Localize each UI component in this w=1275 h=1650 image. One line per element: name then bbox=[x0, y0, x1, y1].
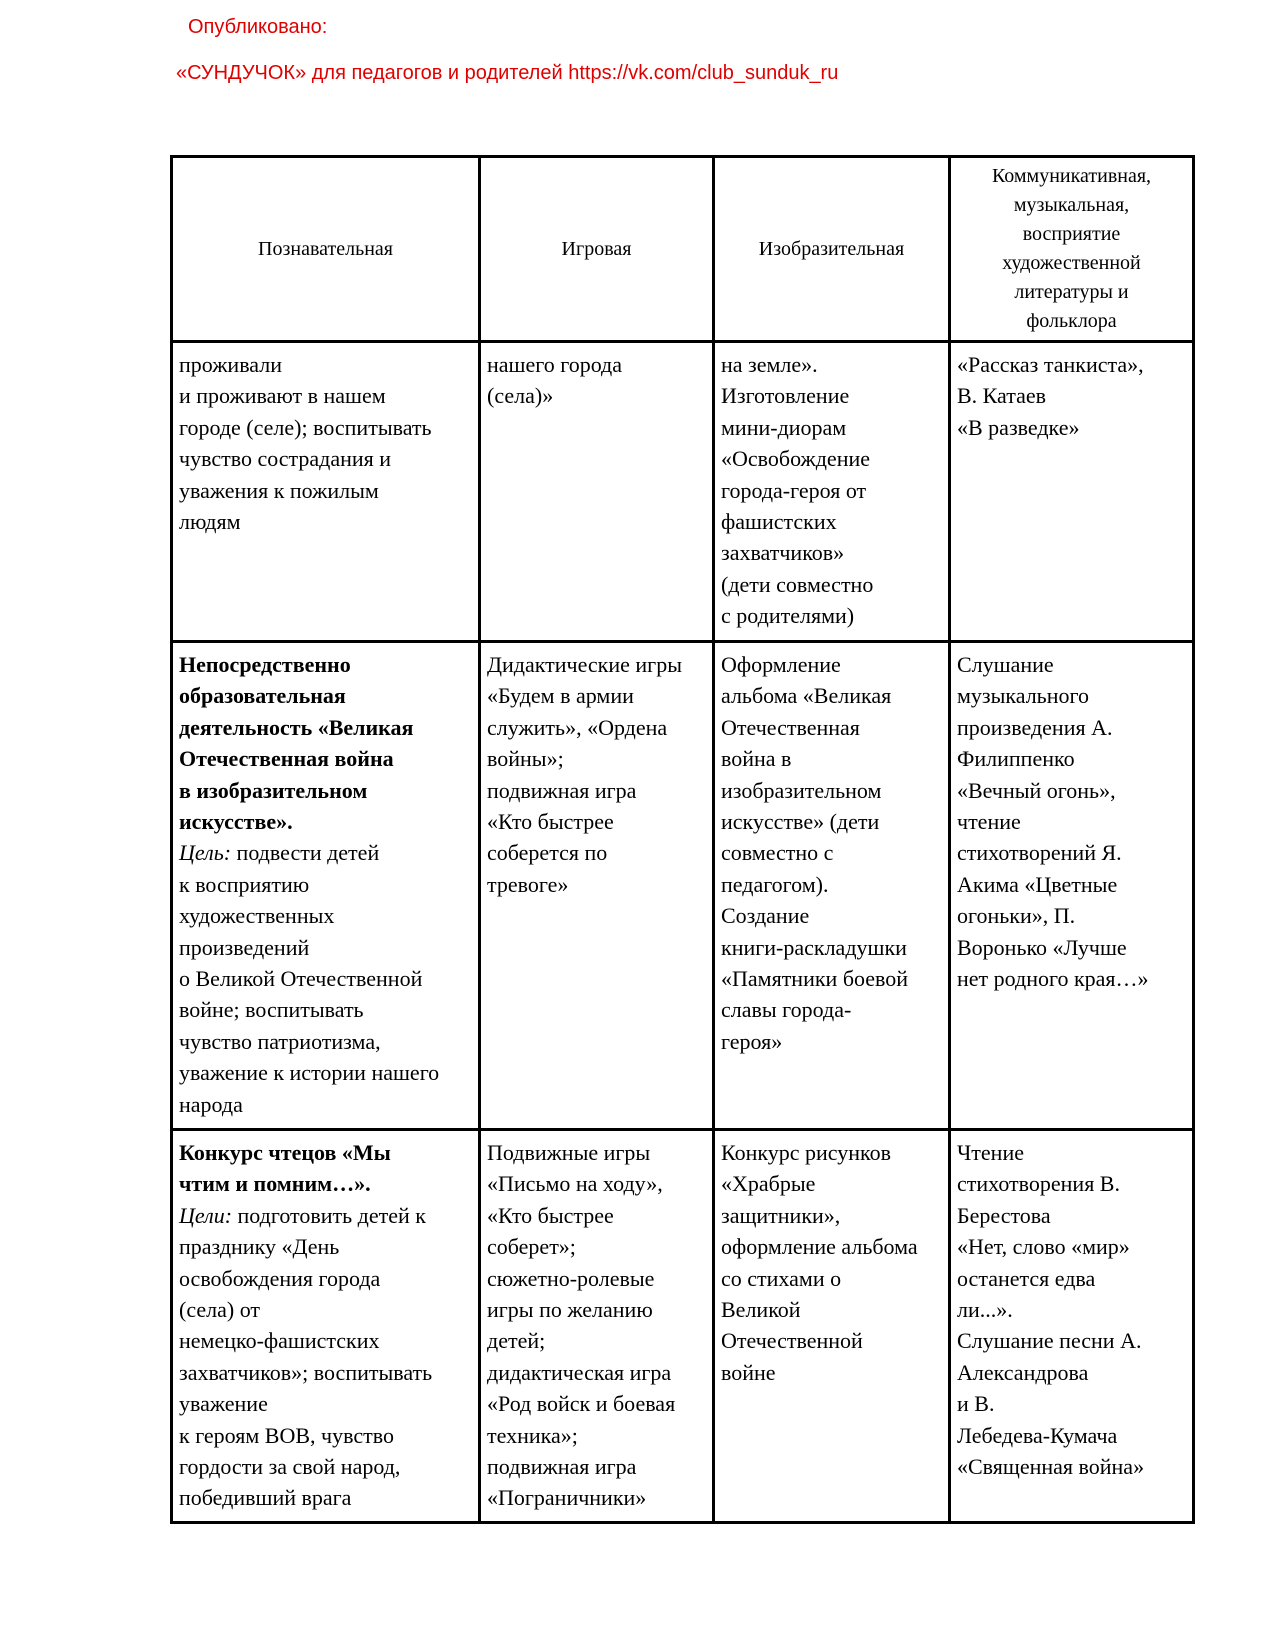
column-header-game: Игровая bbox=[480, 157, 714, 342]
cell-line: В. Катаев bbox=[957, 383, 1047, 409]
cell-line: (села)» bbox=[487, 383, 554, 409]
cell-line: служить», «Ордена bbox=[487, 714, 668, 740]
cell-line: «Священная война» bbox=[957, 1454, 1145, 1480]
header-line: художественной bbox=[1002, 252, 1141, 274]
header-line: восприятие bbox=[1022, 223, 1121, 245]
cell-line: чувство сострадания и bbox=[179, 446, 392, 472]
cell-line: дидактическая игра bbox=[487, 1359, 672, 1385]
cell-line: произведений bbox=[179, 934, 310, 960]
header-line: литературы и bbox=[1014, 281, 1129, 303]
cell-line: Создание bbox=[721, 903, 810, 929]
cell-visual bbox=[714, 1130, 950, 1523]
cell-line: с родителями) bbox=[721, 603, 855, 629]
cell-line: (села) от bbox=[179, 1297, 261, 1323]
cell-line: изобразительном bbox=[721, 777, 882, 803]
goal-text: подвести детей bbox=[231, 840, 380, 866]
cell-line: города-героя от bbox=[721, 477, 867, 503]
cell-game bbox=[480, 1130, 714, 1523]
column-header-communicative bbox=[950, 157, 1194, 342]
cell-line: подвижная игра bbox=[487, 777, 637, 803]
cell-line: чувство патриотизма, bbox=[179, 1028, 381, 1054]
cell-line: тревоге» bbox=[487, 871, 569, 897]
cell-cognitive bbox=[172, 1130, 480, 1523]
cell-line: огоньки», П. bbox=[957, 903, 1076, 929]
cell-line: «Пограничники» bbox=[487, 1485, 647, 1511]
activity-title-line: образовательная bbox=[179, 683, 346, 709]
cell-line: «В разведке» bbox=[957, 414, 1080, 440]
goal-text: подготовить детей к bbox=[232, 1202, 426, 1228]
cell-line: войны»; bbox=[487, 746, 564, 772]
cell-line: альбома «Великая bbox=[721, 683, 892, 709]
cell-line: захватчиков»; воспитывать bbox=[179, 1359, 433, 1385]
cell-line: городе (селе); воспитывать bbox=[179, 414, 432, 440]
cell-line: фашистских bbox=[721, 509, 837, 535]
table-row bbox=[172, 642, 1194, 1130]
cell-line: соберется по bbox=[487, 840, 608, 866]
cell-line: уважения к пожилым bbox=[179, 477, 379, 503]
cell-cognitive bbox=[172, 642, 480, 1130]
cell-visual bbox=[714, 342, 950, 642]
activity-title-line: в изобразительном bbox=[179, 777, 368, 803]
table-row bbox=[172, 342, 1194, 642]
cell-line: празднику «День bbox=[179, 1234, 340, 1260]
cell-line: сюжетно-ролевые bbox=[487, 1265, 655, 1291]
cell-line: народа bbox=[179, 1091, 243, 1117]
header-line: музыкальная, bbox=[1013, 194, 1130, 216]
cell-line: игры по желанию bbox=[487, 1297, 653, 1323]
cell-line: соберет»; bbox=[487, 1234, 576, 1260]
cell-line: чтение bbox=[957, 809, 1021, 835]
cell-line: «Письмо на ходу», bbox=[487, 1171, 663, 1197]
cell-line: Филиппенко bbox=[957, 746, 1075, 772]
cell-line: Александрова bbox=[957, 1359, 1089, 1385]
column-header-cognitive: Познавательная bbox=[172, 157, 480, 342]
cell-line: и В. bbox=[957, 1391, 995, 1417]
cell-line: Дидактические игры bbox=[487, 652, 682, 677]
activity-plan-table bbox=[170, 155, 1195, 1524]
cell-line: техника»; bbox=[487, 1422, 578, 1448]
cell-line: Отечественная bbox=[721, 714, 860, 740]
cell-visual bbox=[714, 642, 950, 1130]
cell-line: война в bbox=[721, 746, 792, 772]
cell-line: «Освобождение bbox=[721, 446, 871, 472]
cell-line: «Нет, слово «мир» bbox=[957, 1234, 1130, 1260]
cell-line: произведения А. bbox=[957, 714, 1113, 740]
cell-line: уважение bbox=[179, 1391, 268, 1417]
header-line: Коммуникативная, bbox=[991, 165, 1152, 187]
cell-communicative bbox=[950, 342, 1194, 642]
cell-game bbox=[480, 642, 714, 1130]
cell-line: победивший врага bbox=[179, 1485, 352, 1511]
cell-line: Воронько «Лучше bbox=[957, 934, 1127, 960]
cell-line: Лебедева-Кумача bbox=[957, 1422, 1118, 1448]
cell-line: художественных bbox=[179, 903, 335, 929]
cell-line: «Памятники боевой bbox=[721, 966, 909, 992]
cell-line: Конкурс рисунков bbox=[721, 1140, 891, 1165]
cell-line: со стихами о bbox=[721, 1265, 842, 1291]
cell-line: «Кто быстрее bbox=[487, 1202, 614, 1228]
goal-label: Цель: bbox=[179, 840, 232, 866]
goal-line bbox=[179, 837, 473, 868]
published-label: Опубликовано: bbox=[188, 16, 328, 38]
column-header-visual: Изобразительная bbox=[714, 157, 950, 342]
activity-title-line: Непосредственно bbox=[179, 652, 351, 677]
cell-line: Акима «Цветные bbox=[957, 871, 1118, 897]
cell-line: «Рассказ танкиста», bbox=[957, 352, 1144, 377]
cell-line: освобождения города bbox=[179, 1265, 381, 1291]
cell-line: на земле». bbox=[721, 352, 818, 377]
cell-line: войне bbox=[721, 1359, 776, 1385]
cell-line: ли...». bbox=[957, 1297, 1013, 1323]
cell-line: Подвижные игры bbox=[487, 1140, 651, 1165]
cell-line: героя» bbox=[721, 1028, 783, 1054]
cell-line: «Кто быстрее bbox=[487, 809, 614, 835]
cell-line: и проживают в нашем bbox=[179, 383, 386, 409]
header-line: фольклора bbox=[1026, 310, 1117, 332]
table-header-row bbox=[172, 157, 1194, 342]
cell-line: подвижная игра bbox=[487, 1454, 637, 1480]
cell-game bbox=[480, 342, 714, 642]
activity-title-line: чтим и помним…». bbox=[179, 1171, 371, 1197]
cell-line: проживали bbox=[179, 352, 283, 377]
cell-line: «Храбрые bbox=[721, 1171, 816, 1197]
cell-line: совместно с bbox=[721, 840, 834, 866]
cell-line: нет родного края…» bbox=[957, 966, 1149, 992]
cell-line: защитники», bbox=[721, 1202, 841, 1228]
cell-line: (дети совместно bbox=[721, 571, 874, 597]
activity-title-line: Конкурс чтецов «Мы bbox=[179, 1140, 391, 1165]
cell-line: гордости за свой народ, bbox=[179, 1454, 401, 1480]
cell-line: Оформление bbox=[721, 652, 841, 677]
cell-line: Слушание bbox=[957, 652, 1054, 677]
cell-line: музыкального bbox=[957, 683, 1089, 709]
cell-cognitive bbox=[172, 342, 480, 642]
cell-line: Чтение bbox=[957, 1140, 1024, 1165]
cell-line: Слушание песни А. bbox=[957, 1328, 1142, 1354]
cell-line: нашего города bbox=[487, 352, 623, 377]
cell-line: к восприятию bbox=[179, 871, 310, 897]
cell-line: «Будем в армии bbox=[487, 683, 634, 709]
cell-line: Изготовление bbox=[721, 383, 850, 409]
cell-line: к героям ВОВ, чувство bbox=[179, 1422, 394, 1448]
cell-line: останется едва bbox=[957, 1265, 1096, 1291]
cell-line: оформление альбома bbox=[721, 1234, 918, 1260]
cell-line: о Великой Отечественной bbox=[179, 966, 423, 992]
cell-line: детей; bbox=[487, 1328, 546, 1354]
cell-line: захватчиков» bbox=[721, 540, 845, 566]
activity-title-line: Отечественная война bbox=[179, 746, 394, 772]
cell-line: уважение к истории нашего bbox=[179, 1060, 440, 1086]
cell-line: людям bbox=[179, 509, 241, 535]
cell-line: стихотворения В. bbox=[957, 1171, 1120, 1197]
activity-title-line: искусстве». bbox=[179, 809, 293, 835]
cell-communicative bbox=[950, 642, 1194, 1130]
cell-line: Отечественной bbox=[721, 1328, 863, 1354]
cell-line: стихотворений Я. bbox=[957, 840, 1122, 866]
cell-line: мини-диорам bbox=[721, 414, 847, 440]
cell-line: книги-раскладушки bbox=[721, 934, 907, 960]
cell-line: Великой bbox=[721, 1297, 801, 1323]
cell-line: искусстве» (дети bbox=[721, 809, 880, 835]
cell-line: педагогом). bbox=[721, 871, 829, 897]
cell-line: «Род войск и боевая bbox=[487, 1391, 676, 1417]
activity-title-line: деятельность «Великая bbox=[179, 714, 414, 740]
cell-line: Берестова bbox=[957, 1202, 1051, 1228]
goal-label: Цели: bbox=[179, 1202, 233, 1228]
goal-line bbox=[179, 1200, 473, 1231]
cell-line: немецко-фашистских bbox=[179, 1328, 380, 1354]
cell-line: войне; воспитывать bbox=[179, 997, 364, 1023]
cell-line: славы города- bbox=[721, 997, 852, 1023]
source-link[interactable]: «СУНДУЧОК» для педагогов и родителей https://vk.com/club_sunduk_ru bbox=[176, 62, 839, 84]
cell-communicative bbox=[950, 1130, 1194, 1523]
cell-line: «Вечный огонь», bbox=[957, 777, 1116, 803]
table-row bbox=[172, 1130, 1194, 1523]
